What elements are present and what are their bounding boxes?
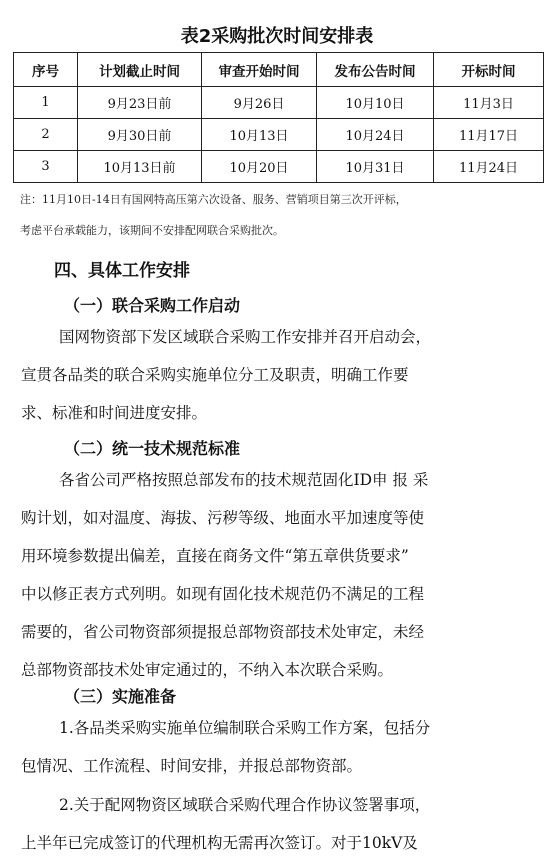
subsection-heading-1: （一）联合采购工作启动	[64, 296, 241, 315]
paragraph-line: 各省公司严格按照总部发布的技术规范固化ID申 报 采	[59, 471, 429, 489]
paragraph-line: 用环境参数提出偏差，直接在商务文件“第五章供货要求”	[21, 547, 409, 565]
table-cell: 11月24日	[434, 151, 544, 183]
table-cell: 10月31日	[317, 151, 434, 183]
table-cell: 1	[14, 87, 78, 119]
paragraph-2	[21, 461, 535, 689]
table-header-row	[14, 53, 544, 87]
header-cell: 计划截止时间	[78, 53, 202, 87]
paragraph-line: 宣贯各品类的联合采购实施单位分工及职责，明确工作要	[21, 366, 409, 384]
table-cell: 3	[14, 151, 78, 183]
paragraph-line: 需要的，省公司物资部须提报总部物资部技术处审定，未经	[21, 623, 425, 641]
table-row	[14, 87, 544, 119]
table-row	[14, 119, 544, 151]
paragraph-line: 国网物资部下发区域联合采购工作安排并召开启动会，	[59, 328, 432, 346]
table-note-line1: 注：11月10日-14日有国网特高压第六次设备、服务、营销项目第三次开评标，	[20, 193, 407, 206]
paragraph-4	[21, 786, 535, 862]
table-cell: 9月23日前	[78, 87, 202, 119]
header-cell: 开标时间	[434, 53, 544, 87]
paragraph-line: 求、标准和时间进度安排。	[21, 404, 208, 422]
section-heading: 四、具体工作安排	[54, 261, 190, 281]
header-cell: 序号	[14, 53, 78, 87]
paragraph-line: 总部物资部技术处审定通过的，不纳入本次联合采购。	[21, 661, 394, 679]
paragraph-line: 1.各品类采购实施单位编制联合采购工作方案，包括分	[59, 719, 431, 737]
subsection-heading-3: （三）实施准备	[64, 687, 177, 706]
paragraph-line: 2.关于配网物资区域联合采购代理合作协议签署事项，	[59, 796, 431, 814]
table-cell: 10月20日	[202, 151, 317, 183]
schedule-table	[13, 52, 544, 183]
paragraph-3	[21, 709, 535, 785]
table-title: 表2采购批次时间安排表	[180, 26, 374, 47]
table-cell: 10月24日	[317, 119, 434, 151]
paragraph-1	[21, 318, 535, 432]
table-cell: 2	[14, 119, 78, 151]
header-cell: 审查开始时间	[202, 53, 317, 87]
table-cell: 9月30日前	[78, 119, 202, 151]
paragraph-line: 中以修正表方式列明。如现有固化技术规范仍不满足的工程	[21, 585, 425, 603]
table-note-line2: 考虑平台承载能力，该期间不安排配网联合采购批次。	[20, 224, 284, 237]
table-cell: 11月17日	[434, 119, 544, 151]
table-row	[14, 151, 544, 183]
table-cell: 11月3日	[434, 87, 544, 119]
subsection-heading-2: （二）统一技术规范标准	[64, 439, 241, 458]
header-cell: 发布公告时间	[317, 53, 434, 87]
table-cell: 9月26日	[202, 87, 317, 119]
table-cell: 10月10日	[317, 87, 434, 119]
paragraph-line: 上半年已完成签订的代理机构无需再次签订。对于10kV及	[21, 834, 418, 852]
paragraph-line: 包情况、工作流程、时间安排，并报总部物资部。	[21, 757, 363, 775]
table-cell: 10月13日	[202, 119, 317, 151]
table-cell: 10月13日前	[78, 151, 202, 183]
paragraph-line: 购计划，如对温度、海拔、污秽等级、地面水平加速度等使	[21, 509, 425, 527]
